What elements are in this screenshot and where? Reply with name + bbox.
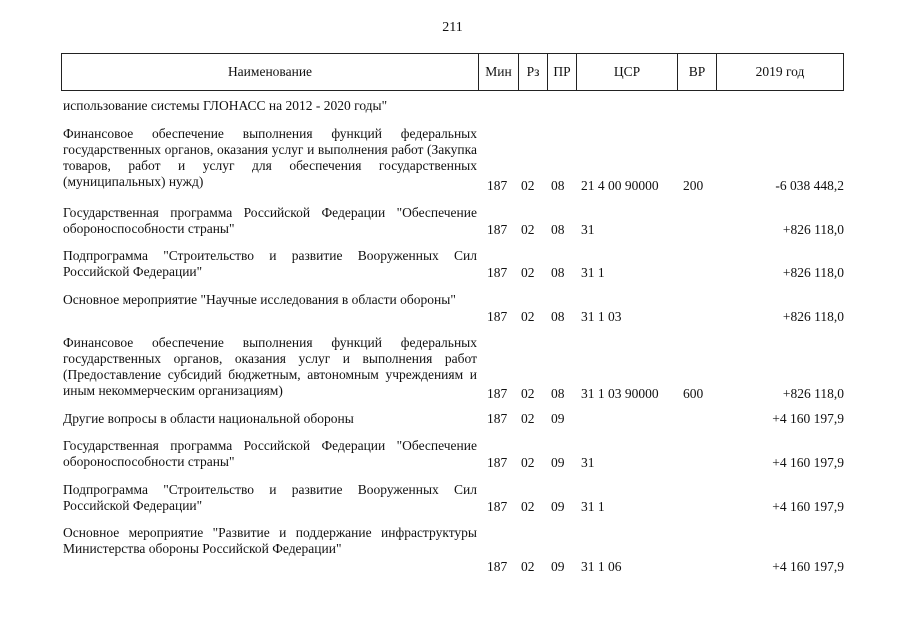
header-vr: ВР (677, 54, 716, 90)
header-rz: Рз (518, 54, 547, 90)
row-rz: 02 (521, 309, 535, 324)
header-pr: ПР (547, 54, 576, 90)
row-name: использование системы ГЛОНАСС на 2012 - 2020 годы" (63, 98, 388, 113)
row-rz: 02 (521, 265, 535, 280)
row-amount: +4 160 197,9 (772, 411, 844, 426)
row-rz: 02 (521, 499, 535, 514)
row-name: Государственная программа Российской Федерации "Обеспечение обороноспособности страны" (63, 438, 477, 469)
row-csr: 31 1 (581, 499, 605, 514)
row-min: 187 (487, 265, 508, 280)
row-pr: 08 (551, 222, 565, 237)
row-pr: 08 (551, 178, 565, 193)
row-rz: 02 (521, 411, 535, 426)
page-number: 211 (442, 20, 463, 35)
row-min: 187 (487, 499, 508, 514)
row-amount: +4 160 197,9 (772, 455, 844, 470)
row-min: 187 (487, 222, 508, 237)
row-pr: 08 (551, 309, 565, 324)
table-row (61, 411, 844, 427)
table-row (61, 292, 844, 324)
row-csr: 21 4 00 90000 (581, 178, 659, 193)
table-row (61, 205, 844, 237)
row-amount: +826 118,0 (782, 265, 844, 280)
header-min: Мин (478, 54, 518, 90)
row-amount: +826 118,0 (782, 386, 844, 401)
row-name: Подпрограмма "Строительство и развитие Вооруженных Сил Российской Федерации" (63, 248, 477, 279)
row-rz: 02 (521, 222, 535, 237)
row-min: 187 (487, 309, 508, 324)
row-csr: 31 1 (581, 265, 605, 280)
table-row (61, 98, 844, 114)
row-min: 187 (487, 178, 508, 193)
table-row (61, 335, 844, 399)
row-pr: 09 (551, 455, 565, 470)
row-rz: 02 (521, 386, 535, 401)
row-vr: 200 (683, 178, 704, 193)
row-pr: 09 (551, 411, 565, 426)
table-row (61, 126, 844, 193)
row-rz: 02 (521, 559, 535, 574)
table-row (61, 248, 844, 280)
header-csr: ЦСР (576, 54, 677, 90)
row-name: Финансовое обеспечение выполнения функций федеральных государственных органов, оказания услуг и выполнения работ (Предоставление субсидий бюджетным, автономным учреждениям и иным некоммерческим организациям) (63, 335, 477, 398)
row-vr: 600 (683, 386, 704, 401)
row-amount: +826 118,0 (782, 222, 844, 237)
header-name: Наименование (227, 64, 313, 79)
row-pr: 09 (551, 499, 565, 514)
row-csr: 31 1 06 (581, 559, 622, 574)
row-csr: 31 1 03 (581, 309, 622, 324)
table-row (61, 525, 844, 573)
row-pr: 09 (551, 559, 565, 574)
row-amount: -6 038 448,2 (775, 178, 844, 193)
header-year: 2019 год (716, 54, 843, 90)
row-csr: 31 (581, 455, 595, 470)
row-amount: +826 118,0 (782, 309, 844, 324)
table-header (61, 53, 844, 91)
row-pr: 08 (551, 265, 565, 280)
row-name: Финансовое обеспечение выполнения функций федеральных государственных органов, оказания услуг и выполнения работ (Закупка товаров, работ и услуг для обеспечения государственных (муниципальных) нужд) (63, 126, 477, 189)
row-pr: 08 (551, 386, 565, 401)
table-row (61, 482, 844, 514)
row-name: Основное мероприятие "Научные исследования в области обороны" (63, 292, 456, 307)
row-name: Государственная программа Российской Федерации "Обеспечение обороноспособности страны" (63, 205, 477, 236)
row-amount: +4 160 197,9 (772, 499, 844, 514)
row-csr: 31 1 03 90000 (581, 386, 659, 401)
row-csr: 31 (581, 222, 595, 237)
table-row (61, 438, 844, 470)
row-min: 187 (487, 411, 508, 426)
row-amount: +4 160 197,9 (772, 559, 844, 574)
row-rz: 02 (521, 178, 535, 193)
row-min: 187 (487, 559, 508, 574)
row-min: 187 (487, 455, 508, 470)
row-name: Подпрограмма "Строительство и развитие Вооруженных Сил Российской Федерации" (63, 482, 477, 513)
row-name: Другие вопросы в области национальной обороны (63, 411, 354, 426)
row-name: Основное мероприятие "Развитие и поддержание инфраструктуры Министерства обороны Российской Федерации" (63, 525, 477, 556)
row-min: 187 (487, 386, 508, 401)
row-rz: 02 (521, 455, 535, 470)
